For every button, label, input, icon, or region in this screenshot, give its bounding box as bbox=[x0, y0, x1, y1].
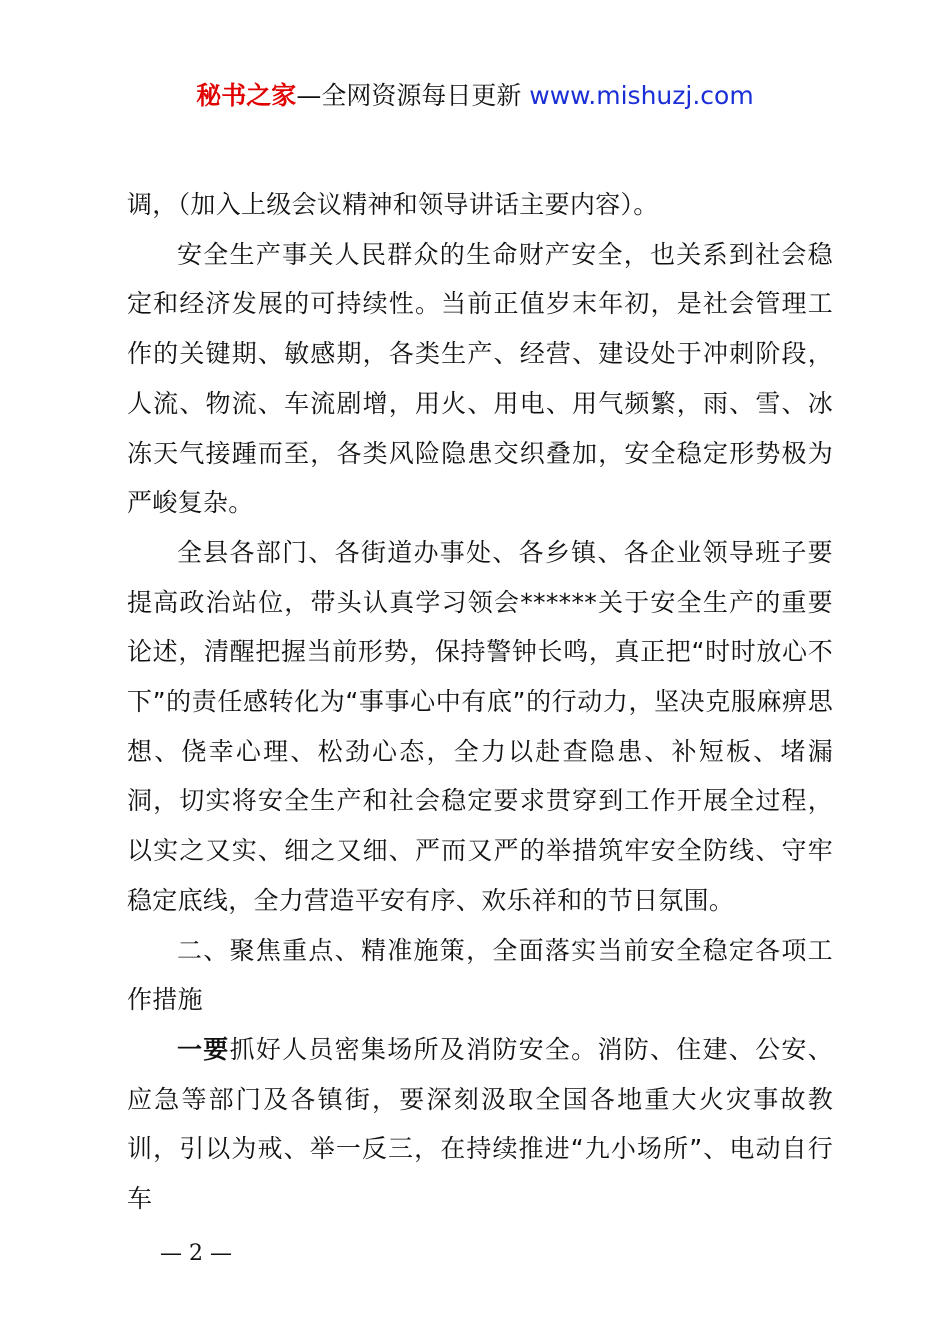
paragraph-item-one bbox=[127, 1025, 833, 1224]
section-heading-two: 二、聚焦重点、精准施策，全面落实当前安全稳定各项工作措施 bbox=[127, 935, 833, 1015]
paragraph-leadership-duty: 全县各部门、各街道办事处、各乡镇、各企业领导班子要提高政治站位，带头认真学习领会******关于安全生产的重要论述，清醒把握当前形势，保持警钟长鸣，真正把“时时放心不下”的责任感转化为“事事心中有底”的行动力，坚决克服麻痹思想、侥幸心理、松劲心态，全力以赴查隐患、补短板、堵漏洞，切实将安全生产和社会稳定要求贯穿到工作开展全过程，以实之又实、细之又细、严而又严的举措筑牢安全防线、守牢稳定底线，全力营造平安有序、欢乐祥和的节日氛围。 bbox=[127, 537, 833, 915]
site-header bbox=[0, 80, 950, 112]
item-one-lead: 一要 bbox=[177, 1034, 230, 1064]
paragraph-continuation: 调，（加入上级会议精神和领导讲话主要内容）。 bbox=[127, 190, 659, 219]
page-number: — 2 — bbox=[160, 1241, 232, 1266]
site-brand: 秘书之家 bbox=[196, 81, 297, 110]
site-url: www.mishuzj.com bbox=[529, 81, 754, 110]
site-tagline: —全网资源每日更新 bbox=[296, 81, 530, 110]
document-body bbox=[127, 180, 833, 1224]
paragraph-safety-importance: 安全生产事关人民群众的生命财产安全，也关系到社会稳定和经济发展的可持续性。当前正值岁末年初，是社会管理工作的关键期、敏感期，各类生产、经营、建设处于冲刺阶段，人流、物流、车流剧增，用火、用电、用气频繁，雨、雪、冰冻天气接踵而至，各类风险隐患交织叠加，安全稳定形势极为严峻复杂。 bbox=[127, 239, 833, 518]
item-one-text: 抓好人员密集场所及消防安全。消防、住建、公安、应急等部门及各镇街，要深刻汲取全国各地重大火灾事故教训，引以为戒、举一反三，在持续推进“九小场所”、电动自行车 bbox=[127, 1034, 833, 1214]
